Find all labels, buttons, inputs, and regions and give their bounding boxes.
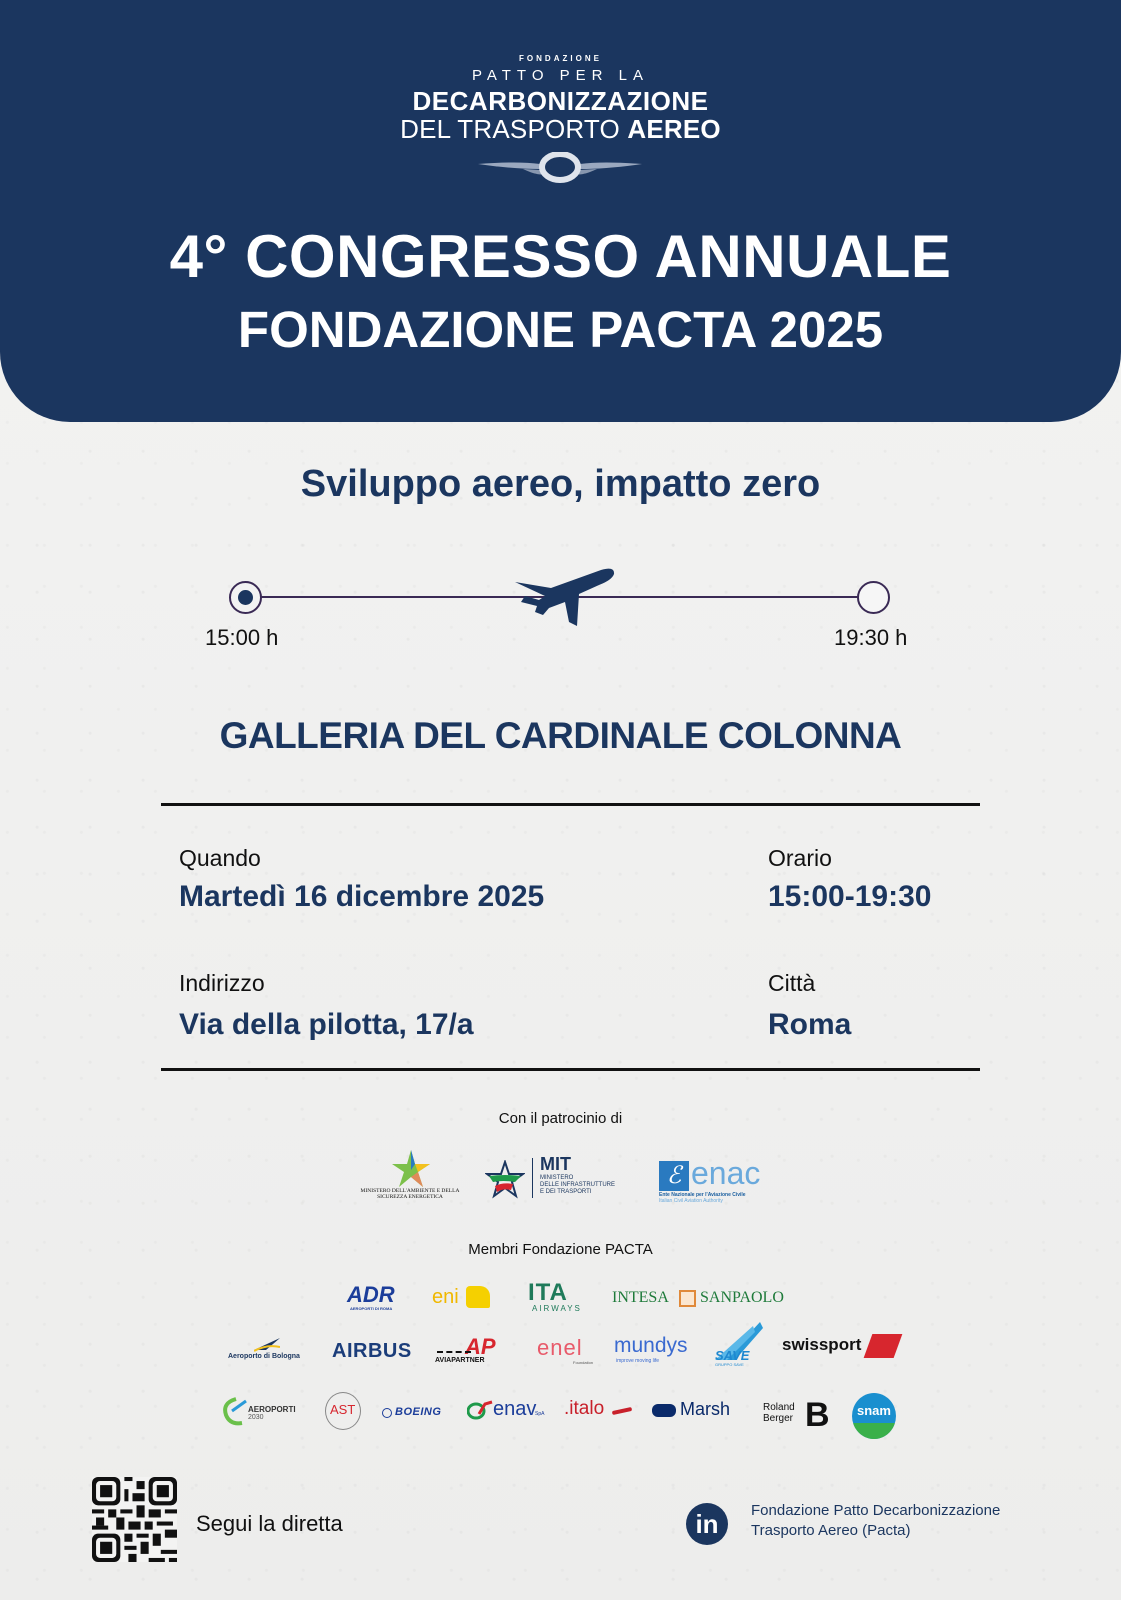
bologna-text: Aeroporto di Bologna — [228, 1353, 300, 1360]
enav-sub: SpA — [535, 1411, 545, 1417]
aeroporti-2030-logo — [222, 1397, 302, 1429]
aviapartner-logo — [435, 1334, 513, 1367]
intesa-text: INTESA — [612, 1289, 669, 1306]
marsh-logo — [652, 1399, 742, 1423]
boeing-text: BOEING — [395, 1406, 442, 1418]
time-label: Orario — [768, 845, 832, 871]
logo-fondazione-text: FONDAZIONE — [519, 54, 602, 63]
swissport-text: swissport — [782, 1335, 862, 1354]
ast-logo — [323, 1392, 363, 1436]
aviapartner-stripes — [437, 1351, 471, 1355]
mit-text3: E DEI TRASPORTI — [540, 1189, 592, 1195]
linkedin-line1: Fondazione Patto Decarbonizzazione — [751, 1502, 1001, 1519]
mit-divider — [532, 1158, 533, 1198]
end-time-label: 19:30 h — [834, 625, 908, 650]
roland-text: Roland — [763, 1402, 795, 1413]
boeing-mark-icon — [382, 1408, 392, 1418]
when-label: Quando — [179, 845, 261, 871]
logo-trasporto-light: DEL TRASPORTO — [400, 114, 628, 144]
congress-subtitle: FONDAZIONE PACTA 2025 — [237, 301, 884, 358]
when-value: Martedì 16 dicembre 2025 — [179, 880, 545, 913]
ast-text: AST — [330, 1402, 356, 1417]
mase-star-icon — [390, 1150, 432, 1188]
event-tagline: Sviluppo aereo, impatto zero — [300, 463, 821, 505]
airbus-logo: AIRBUS — [332, 1340, 412, 1362]
enac-text2: Italian Civil Aviation Authority — [659, 1198, 723, 1204]
save-logo — [705, 1322, 767, 1368]
marsh-text: Marsh — [680, 1399, 731, 1419]
intesa-sanpaolo-logo — [612, 1289, 784, 1311]
logo-patto-text: PATTO PER LA — [471, 67, 650, 84]
enac-title: enac — [691, 1155, 761, 1191]
enel-text: enel — [537, 1335, 583, 1360]
enel-sub: Foundation — [573, 1360, 594, 1365]
eni-logo — [432, 1286, 494, 1314]
address-label: Indirizzo — [179, 970, 265, 996]
qr-code-icon[interactable] — [92, 1477, 177, 1562]
enac-text: Ente Nazionale per l'Aviazione Civile — [659, 1192, 746, 1198]
mundys-logo — [614, 1336, 700, 1368]
mase-text: MINISTERO DELL'AMBIENTE E DELLA SICUREZZA ENERGETICA — [360, 1188, 460, 1200]
aeroporti-text: AEROPORTI — [248, 1405, 296, 1414]
enav-mark-icon — [467, 1400, 493, 1420]
adr-text: ADR — [347, 1282, 395, 1307]
mit-logo — [485, 1154, 620, 1204]
enav-logo — [467, 1398, 551, 1426]
city-value: Roma — [768, 1008, 852, 1041]
roland-berger-mark: B — [805, 1396, 830, 1434]
eni-text: eni — [432, 1286, 459, 1308]
timeline-end-dot — [857, 581, 890, 614]
snam-text: snam — [857, 1403, 891, 1418]
aeroporto-bologna-logo — [228, 1338, 314, 1366]
aeroporti-sub: 2030 — [248, 1414, 264, 1421]
members-heading: Membri Fondazione PACTA — [468, 1241, 653, 1258]
bologna-plane-icon — [254, 1338, 280, 1352]
italo-text: .italo — [564, 1398, 605, 1419]
start-time-label: 15:00 h — [205, 625, 279, 650]
city-label: Città — [768, 970, 816, 996]
ita-text: ITA — [528, 1279, 568, 1306]
aeroporti-2030-icon — [222, 1397, 248, 1427]
adr-sub: AEROPORTI DI ROMA — [350, 1306, 393, 1311]
timeline-start-dot — [229, 581, 262, 614]
patronage-heading: Con il patrocinio di — [498, 1110, 623, 1127]
swissport-logo — [782, 1333, 902, 1363]
linkedin-link[interactable] — [751, 1501, 1000, 1541]
ita-sub: AIRWAYS — [532, 1304, 582, 1313]
linkedin-line2: Trasporto Aereo (Pacta) — [751, 1522, 911, 1539]
logo-aereo-bold: AEREO — [627, 114, 721, 144]
divider-bottom — [161, 1068, 980, 1071]
roland-berger-logo — [763, 1396, 833, 1434]
snam-logo — [852, 1393, 896, 1439]
enel-logo — [537, 1337, 593, 1367]
adr-logo — [347, 1284, 403, 1314]
enac-logo — [659, 1155, 774, 1206]
italo-hare-icon — [612, 1407, 632, 1415]
enac-mark-icon: ℰ — [659, 1161, 689, 1191]
marsh-mark-icon — [652, 1404, 676, 1417]
venue-name: GALLERIA DEL CARDINALE COLONNA — [219, 715, 902, 756]
header-banner — [0, 0, 1121, 422]
save-text: SAVE — [715, 1348, 750, 1363]
eni-dog-icon — [466, 1286, 490, 1308]
logo-decarbonizzazione-text: DECARBONIZZAZIONE — [412, 86, 709, 116]
mit-star-icon — [485, 1160, 525, 1200]
snam-green-band — [852, 1423, 896, 1439]
mit-text1: MINISTERO — [540, 1175, 574, 1181]
logo-trasporto-text — [0, 114, 1121, 145]
save-sub: GRUPPO SAVE — [715, 1362, 744, 1367]
swissport-mark-icon — [864, 1334, 903, 1358]
mundys-text: mundys — [614, 1334, 688, 1357]
congress-title: 4° CONGRESSO ANNUALE — [169, 223, 952, 290]
enav-text: enav — [493, 1398, 537, 1420]
mundys-sub: improve moving life — [616, 1358, 660, 1364]
italo-logo — [564, 1398, 636, 1422]
linkedin-icon[interactable]: in — [686, 1503, 728, 1545]
time-value: 15:00-19:30 — [768, 880, 932, 913]
divider-top — [161, 803, 980, 806]
intesa-mark-icon — [679, 1290, 696, 1307]
live-stream-label: Segui la diretta — [196, 1511, 343, 1536]
aviapartner-sub: AVIAPARTNER — [435, 1357, 485, 1364]
ita-logo — [528, 1279, 590, 1315]
airplane-icon — [515, 568, 623, 628]
boeing-logo — [382, 1405, 454, 1425]
sanpaolo-text: SANPAOLO — [700, 1289, 784, 1306]
mase-logo — [360, 1150, 460, 1202]
mit-text2: DELLE INFRASTRUTTURE — [540, 1182, 616, 1188]
berger-text: Berger — [763, 1413, 794, 1424]
winged-knot-emblem-icon — [478, 152, 642, 186]
mit-title: MIT — [540, 1154, 571, 1174]
address-value: Via della pilotta, 17/a — [179, 1008, 474, 1041]
aviapartner-mark: AP — [465, 1334, 496, 1359]
